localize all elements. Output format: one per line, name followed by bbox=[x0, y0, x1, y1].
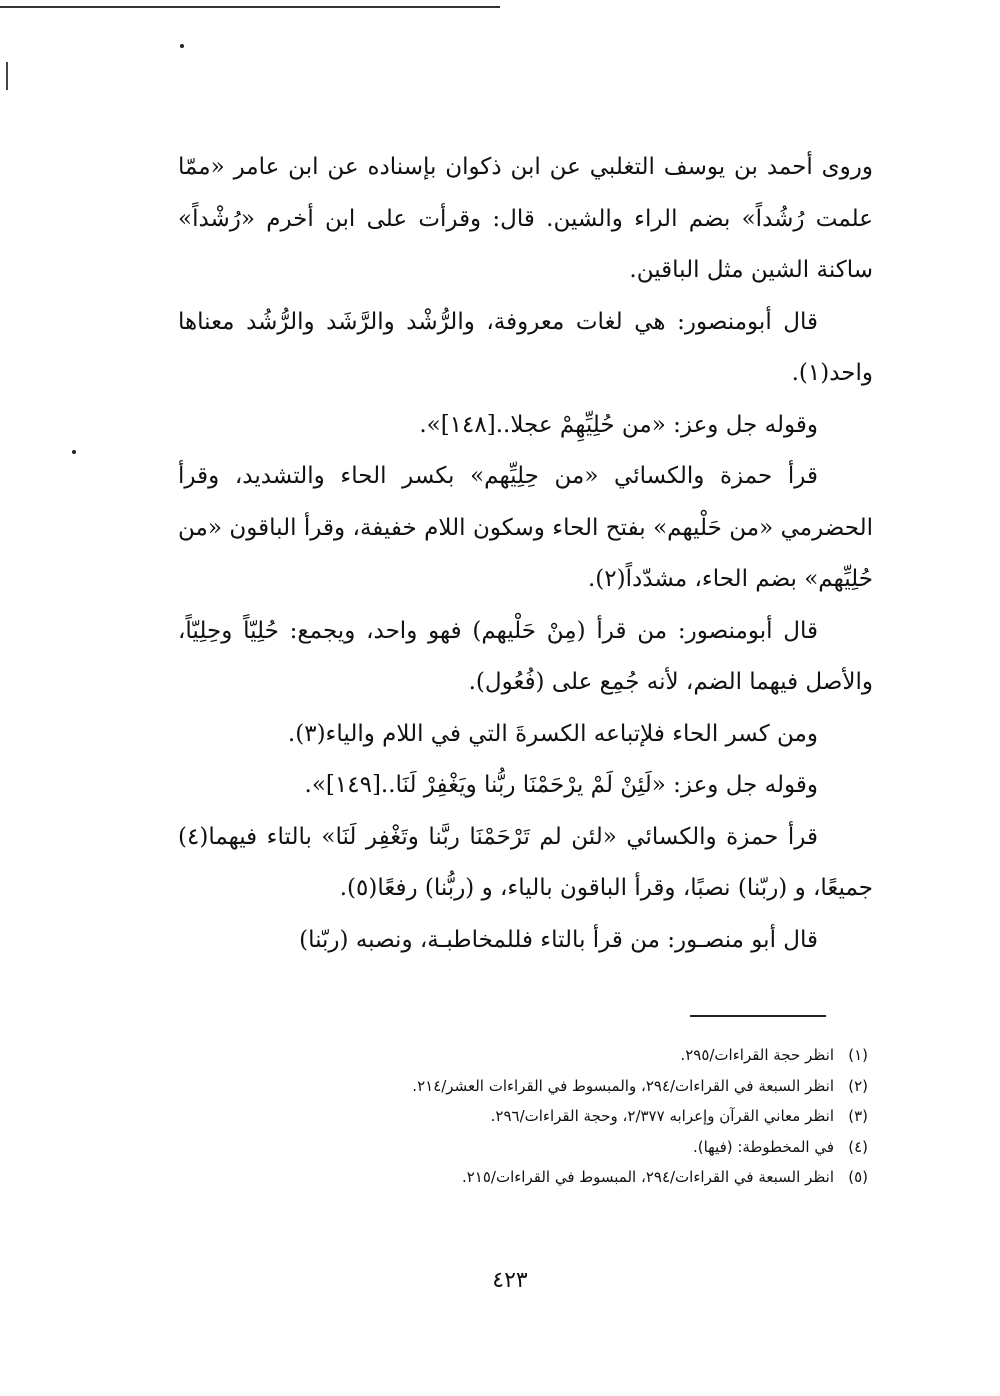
top-rule bbox=[0, 6, 500, 8]
paragraph: وقوله جل وعز: «من حُلِيِّهِمْ عجلا..[١٤٨]». bbox=[419, 411, 818, 438]
footnote-text: في المخطوطة: (فيها). bbox=[692, 1137, 834, 1156]
paragraph: وروى أحمد بن يوسف التغلبي عن ابن ذكوان بإسناده عن ابن عامر «ممّا علمت رُشُداً» بضم الراء والشين. قال: وقرأت على ابن أخرم «رُشْداً» ساكنة الشين مثل الباقين. bbox=[178, 154, 873, 283]
paragraph: قرأ حمزة والكسائي «لئن لم تَرْحَمْنَا ربَّنا وتَغْفِر لَنَا» بالتاء فيهما(٤) جميعًا، و (ربّنا) نصبًا، وقرأ الباقون بالياء، و (ربُّنا) رفعًا(٥). bbox=[178, 823, 873, 901]
margin-mark bbox=[6, 62, 8, 90]
footnote-separator bbox=[690, 1015, 826, 1017]
paragraph: وقوله جل وعز: «لَئِنْ لَمْ يرْحَمْنَا ربُّنا ويَغْفِرْ لَنَا..[١٤٩]». bbox=[304, 772, 818, 798]
footnote bbox=[240, 1132, 868, 1163]
footnote-text: انظر السبعة في القراءات/٢٩٤، والمبسوط في القراءات العشر/٢١٤. bbox=[412, 1076, 834, 1095]
paragraph: قال أبومنصور: من قرأ (مِنْ حَلْيهم) فهو واحد، ويجمع: حُلِيّاً وحِلِيّاً، والأصل فيهما الضم، لأنه جُمِع على (فُعُول). bbox=[178, 617, 873, 695]
scan-speck bbox=[180, 44, 184, 48]
footnote-text: انظر حجة القراءات/٢٩٥. bbox=[680, 1046, 834, 1064]
paragraph: قال أبومنصور: هي لغات معروفة، والرُّشْد والرَّشَد والرُّشُد معناها واحد(١). bbox=[178, 308, 873, 386]
paragraph: ومن كسر الحاء فلإتباعه الكسرةَ التي في اللام والياء(٣). bbox=[287, 720, 818, 747]
footnote-text: انظر معاني القرآن وإعرابه ٢/٣٧٧، وحجة القراءات/٢٩٦. bbox=[490, 1107, 834, 1125]
page-number: ٤٢٣ bbox=[492, 1268, 528, 1293]
footnote-number: (٤) bbox=[848, 1137, 868, 1156]
footnote-number: (٥) bbox=[848, 1168, 868, 1186]
footnote-text: انظر السبعة في القراءات/٢٩٤، المبسوط في القراءات/٢١٥. bbox=[461, 1168, 834, 1186]
footnote bbox=[240, 1101, 868, 1132]
footnote-number: (٣) bbox=[848, 1107, 868, 1125]
footnotes bbox=[240, 1040, 868, 1193]
paragraph: قال أبو منصـور: من قرأ بالتاء فللمخاطبـة، ونصبه (ربّنا) bbox=[299, 926, 818, 953]
scan-speck bbox=[72, 450, 76, 454]
footnote bbox=[240, 1071, 868, 1102]
paragraph: قرأ حمزة والكسائي «من حِلِيِّهم» بكسر الحاء والتشديد، وقرأ الحضرمي «من حَلْيهم» بفتح الحاء وسكون اللام خفيفة، وقرأ الباقون «من حُلِيِّهم» بضم الحاء، مشدّداً(٢). bbox=[178, 463, 873, 592]
footnote-number: (٢) bbox=[848, 1076, 868, 1095]
footnote bbox=[240, 1040, 868, 1071]
footnote-number: (١) bbox=[848, 1046, 868, 1064]
footnote bbox=[240, 1162, 868, 1193]
main-text bbox=[178, 142, 873, 966]
